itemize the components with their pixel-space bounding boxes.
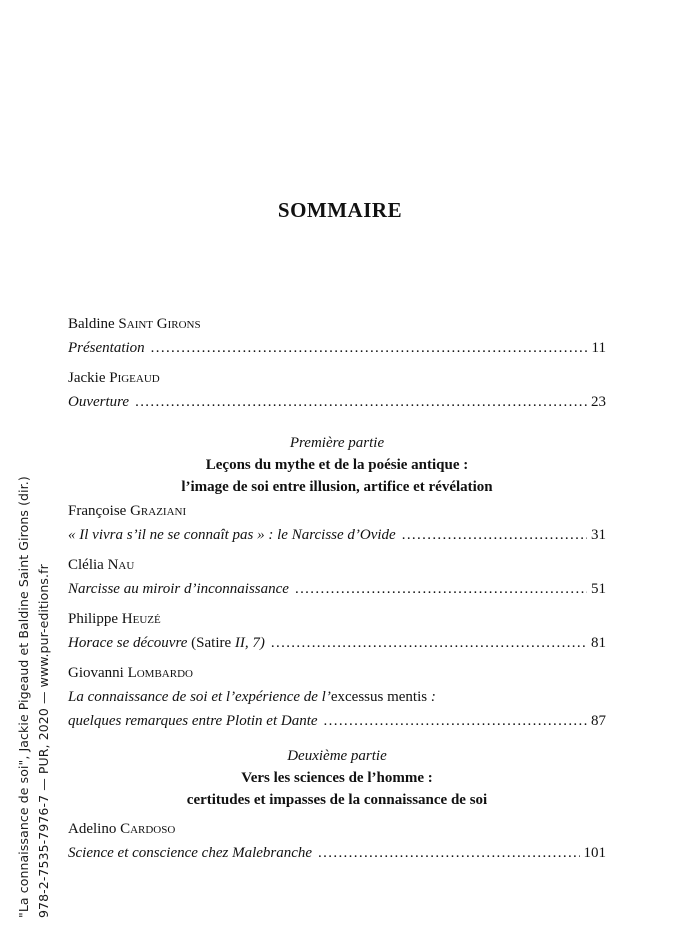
dot-leader [295,577,587,601]
dot-leader [402,523,587,547]
entry-title: Narcisse au miroir d’inconnaissance [68,581,289,597]
entry-line [68,523,606,547]
entry-line [68,336,606,360]
dot-leader [135,390,587,414]
entry-title: « Il vivra s’il ne se connaît pas » : le Narcisse d’Ovide [68,527,396,543]
entry-title: Horace se découvre (Satire II, 7) [68,635,265,651]
dot-leader [271,631,587,655]
entry-line [68,390,606,414]
part-label: Première partie [289,435,385,451]
entry-page: 31 [591,527,606,543]
entry-title: Présentation [68,340,145,356]
entry-title: Science et conscience chez Malebranche [68,845,313,861]
toc-entry [68,607,606,655]
part-title-line: Vers les sciences de l’homme : [241,770,433,786]
part-heading [68,745,606,811]
entry-title: Ouverture [68,394,130,410]
part-title-line: l’image de soi entre illusion, artifice et révélation [181,479,493,495]
toc-entry [68,499,606,547]
dot-leader [324,709,587,733]
part-title-line: Leçons du mythe et de la poésie antique : [205,457,469,473]
toc-entry [68,366,606,414]
side-credit-line-2: 978-2-7535-7976-7 — PUR, 2020 — www.pur-editions.fr [36,564,51,918]
part-title-line: certitudes et impasses de la connaissance de soi [186,792,488,808]
side-credit-line-1: "La connaissance de soi", Jackie Pigeaud et Baldine Saint Girons (dir.) [16,476,31,918]
entry-title: quelques remarques entre Plotin et Dante [68,713,318,729]
entry-author: Baldine Saint Girons [68,316,201,332]
entry-page: 101 [583,845,606,861]
toc-entry [68,312,606,360]
entry-page: 23 [591,394,606,410]
dot-leader [318,841,579,865]
entry-line [68,709,606,733]
toc-entry [68,661,606,733]
part-label: Deuxième partie [287,748,387,764]
entry-author: Françoise Graziani [68,503,187,519]
dot-leader [151,336,588,360]
part-heading [68,432,606,498]
entry-author: Jackie Pigeaud [68,370,160,386]
entry-author: Clélia Nau [68,557,135,573]
entry-title-line: La connaissance de soi et l’expérience de l’excessus mentis : [68,689,436,705]
toc-entry [68,553,606,601]
entry-author: Philippe Heuzé [68,611,161,627]
entry-author: Giovanni Lombardo [68,665,193,681]
entry-author: Adelino Cardoso [68,821,176,837]
page-title: SOMMAIRE [277,198,403,222]
side-margin-credit [0,0,62,948]
toc-entry [68,817,606,865]
entry-line [68,631,606,655]
entry-page: 51 [591,581,606,597]
entry-page: 11 [591,340,606,356]
entry-line [68,577,606,601]
entry-page: 81 [591,635,606,651]
entry-page: 87 [591,713,606,729]
entry-line [68,841,606,865]
